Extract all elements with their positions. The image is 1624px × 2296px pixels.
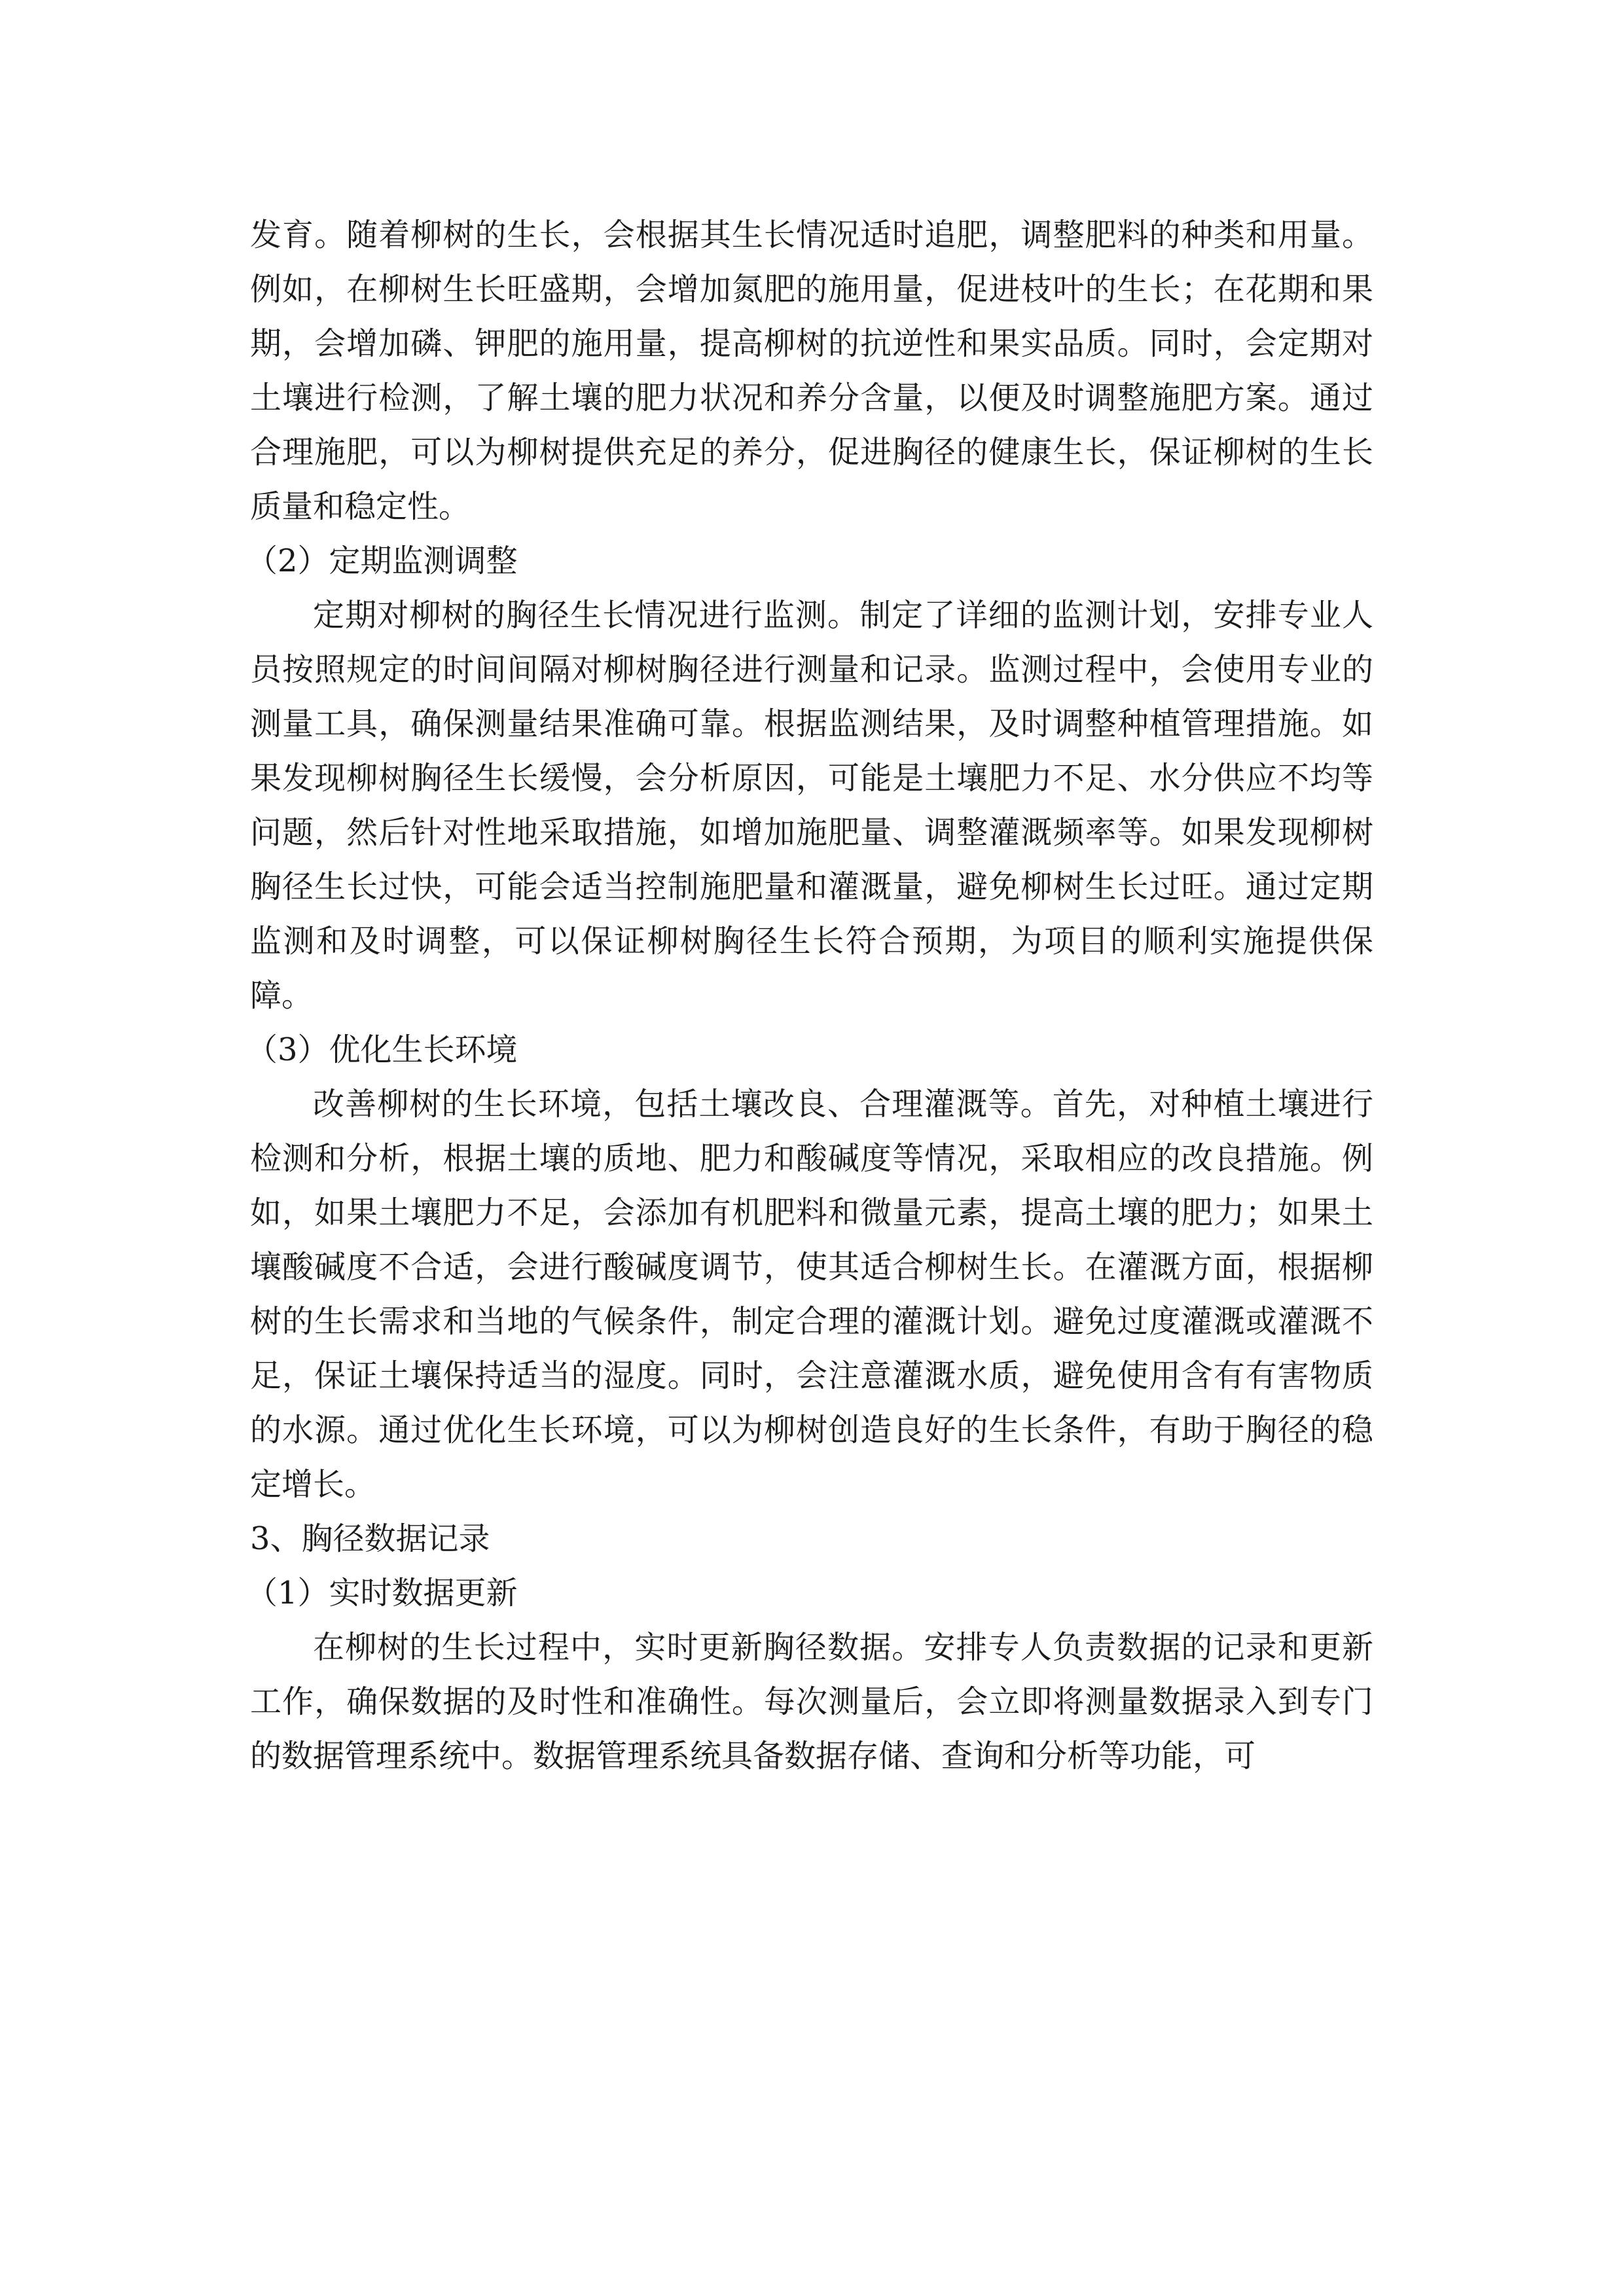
subheading-regular-monitoring: （2）定期监测调整: [246, 543, 518, 579]
section-heading-dbh-data-record: 3、胸径数据记录: [250, 1520, 490, 1557]
paragraph-optimize-environment: 改善柳树的生长环境，包括土壤改良、合理灌溉等。首先，对种植土壤进行检测和分析，根据土壤的质地、肥力和酸碱度等情况，采取相应的改良措施。例如，如果土壤肥力不足，会添加有机肥料和微量元素，提高土壤的肥力；如果土壤酸碱度不合适，会进行酸碱度调节，使其适合柳树生长。在灌溉方面，根据柳树的生长需求和当地的气候条件，制定合理的灌溉计划。避免过度灌溉或灌溉不足，保证土壤保持适当的湿度。同时，会注意灌溉水质，避免使用含有有害物质的水源。通过优化生长环境，可以为柳树创造良好的生长条件，有助于胸径的稳定增长。: [250, 1086, 1373, 1503]
paragraph-fertilization-continued: 发育。随着柳树的生长，会根据其生长情况适时追肥，调整肥料的种类和用量。例如，在柳树生长旺盛期，会增加氮肥的施用量，促进枝叶的生长；在花期和果期，会增加磷、钾肥的施用量，提高柳树的抗逆性和果实品质。同时，会定期对土壤进行检测，了解土壤的肥力状况和养分含量，以便及时调整施肥方案。通过合理施肥，可以为柳树提供充足的养分，促进胸径的健康生长，保证柳树的生长质量和稳定性。: [250, 217, 1373, 525]
paragraph-realtime-data-update: 在柳树的生长过程中，实时更新胸径数据。安排专人负责数据的记录和更新工作，确保数据的及时性和准确性。每次测量后，会立即将测量数据录入到专门的数据管理系统中。数据管理系统具备数据存储、查询和分析等功能，可: [250, 1629, 1373, 1774]
document-body: [246, 208, 1373, 1784]
paragraph-regular-monitoring: 定期对柳树的胸径生长情况进行监测。制定了详细的监测计划，安排专业人员按照规定的时间间隔对柳树胸径进行测量和记录。监测过程中，会使用专业的测量工具，确保测量结果准确可靠。根据监测结果，及时调整种植管理措施。如果发现柳树胸径生长缓慢，会分析原因，可能是土壤肥力不足、水分供应不均等问题，然后针对性地采取措施，如增加施肥量、调整灌溉频率等。如果发现柳树胸径生长过快，可能会适当控制施肥量和灌溉量，避免柳树生长过旺。通过定期监测和及时调整，可以保证柳树胸径生长符合预期，为项目的顺利实施提供保障。: [250, 597, 1373, 1014]
subheading-realtime-data-update: （1）实时数据更新: [246, 1575, 518, 1611]
subheading-optimize-environment: （3）优化生长环境: [246, 1031, 518, 1068]
